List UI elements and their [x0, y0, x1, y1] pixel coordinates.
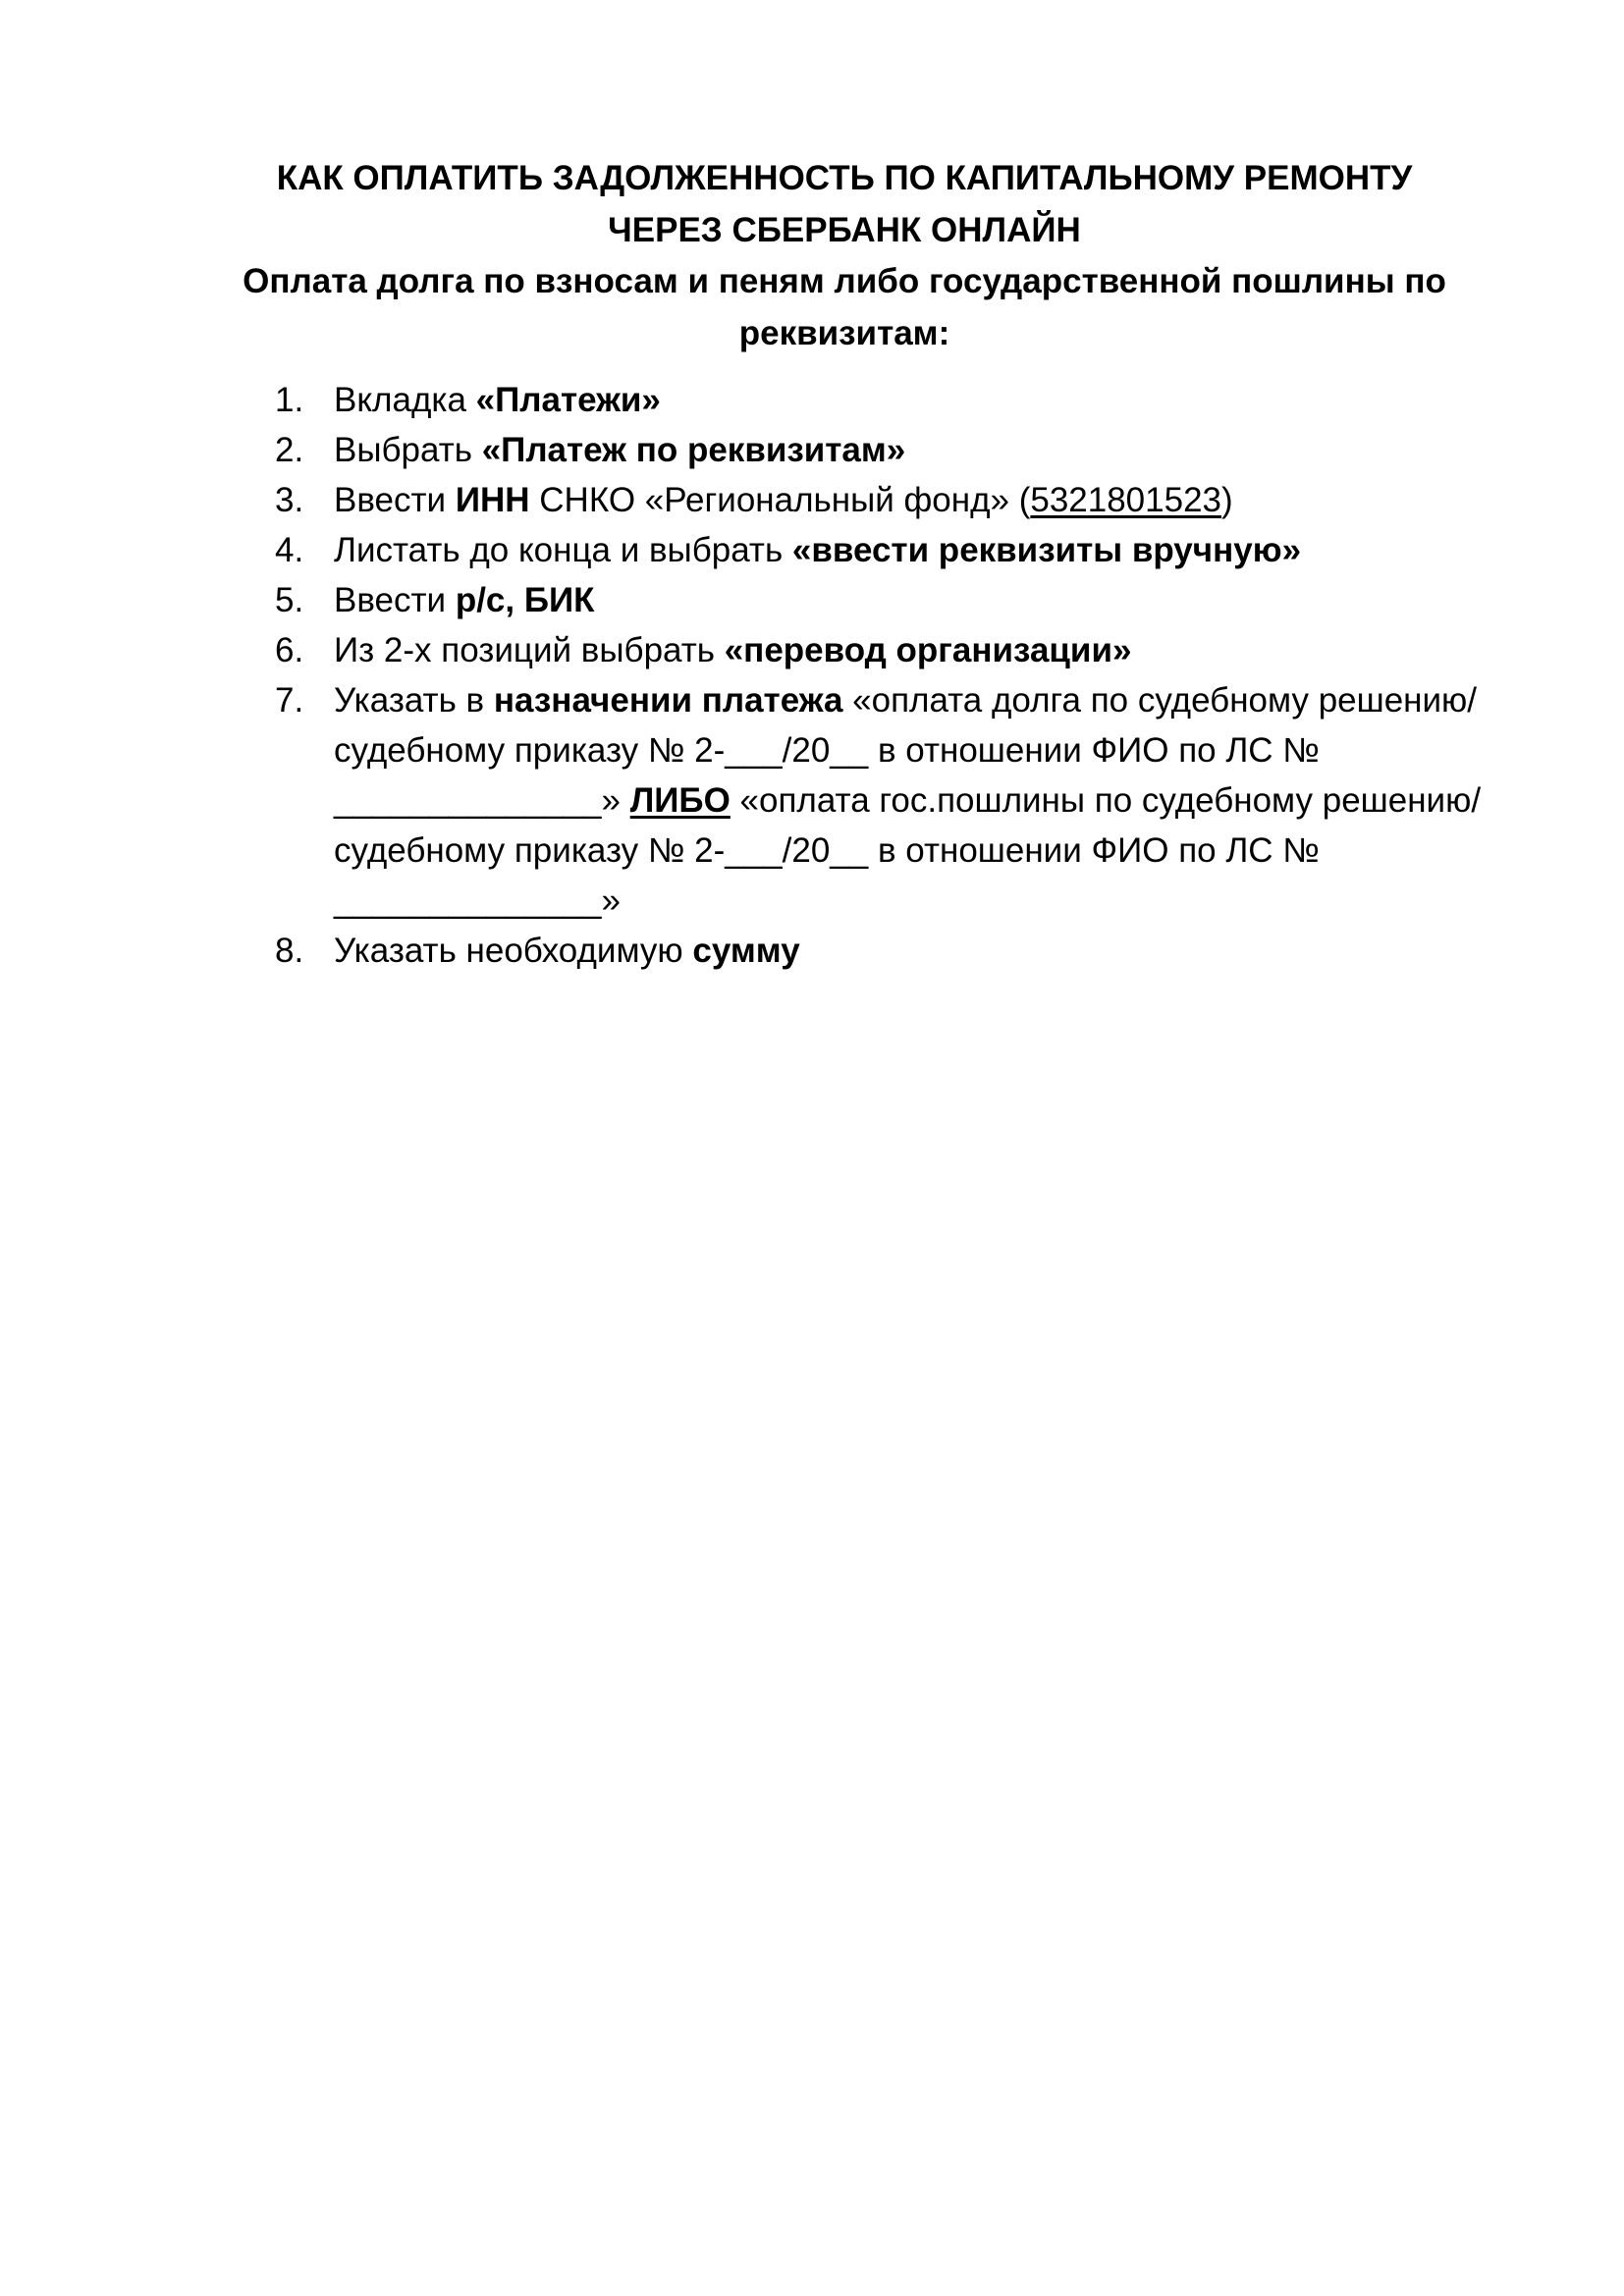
step-text: Выбрать [334, 431, 482, 469]
list-item [275, 525, 1532, 575]
list-item [275, 475, 1532, 525]
step-text: Ввести [334, 581, 456, 619]
step-bold: ИНН [455, 481, 530, 519]
step-number: 1. [275, 381, 304, 419]
step-text: Ввести [334, 481, 456, 519]
step-number: 2. [275, 431, 304, 469]
step-text: Вкладка [334, 381, 476, 419]
step-number: 7. [275, 681, 304, 720]
steps-list [275, 375, 1532, 976]
step-number: 6. [275, 631, 304, 669]
step-text: Указать в [334, 681, 494, 720]
list-item [275, 575, 1532, 625]
step-bold: р/с, БИК [455, 581, 595, 619]
step-text: СНКО «Региональный фонд» ( [529, 481, 1031, 519]
step-number: 3. [275, 481, 304, 519]
document-subtitle: Оплата долга по взносам и пеням либо государственной пошлины по реквизитам: [243, 262, 1446, 352]
step-bold: «Платежи» [475, 381, 661, 419]
inn-number: 5321801523 [1030, 481, 1222, 519]
step-bold: сумму [692, 932, 800, 970]
step-text: ) [1221, 481, 1233, 519]
step-text: Указать необходимую [334, 932, 693, 970]
document-title: КАК ОПЛАТИТЬ ЗАДОЛЖЕННОСТЬ ПО КАПИТАЛЬНОМУ РЕМОНТУ ЧЕРЕЗ СБЕРБАНК ОНЛАЙН [276, 159, 1413, 249]
list-item [275, 425, 1532, 475]
step-text: «оплата гос.пошлины по судебному решению/судебному приказу № 2-___/20__ в отношении ФИО по ЛС № ______________» [334, 781, 1482, 920]
step-number: 5. [275, 581, 304, 619]
step-number: 8. [275, 932, 304, 970]
step-number: 4. [275, 531, 304, 569]
step-bold: «Платеж по реквизитам» [481, 431, 906, 469]
step-text: Из 2-х позиций выбрать [334, 631, 725, 669]
list-item [275, 375, 1532, 425]
step-bold: назначении платежа [493, 681, 843, 720]
step-bold-underlined: ЛИБО [629, 781, 731, 820]
step-bold: «перевод организации» [724, 631, 1132, 669]
step-bold: «ввести реквизиты вручную» [791, 531, 1302, 569]
step-text: «оплата долга по судебному решению/судебному приказу № 2-___/20__ в отношении ФИО по ЛС № ______________» [334, 681, 1478, 820]
list-item [275, 675, 1532, 926]
list-item [275, 926, 1532, 976]
step-text: Листать до конца и выбрать [334, 531, 792, 569]
list-item [275, 625, 1532, 675]
